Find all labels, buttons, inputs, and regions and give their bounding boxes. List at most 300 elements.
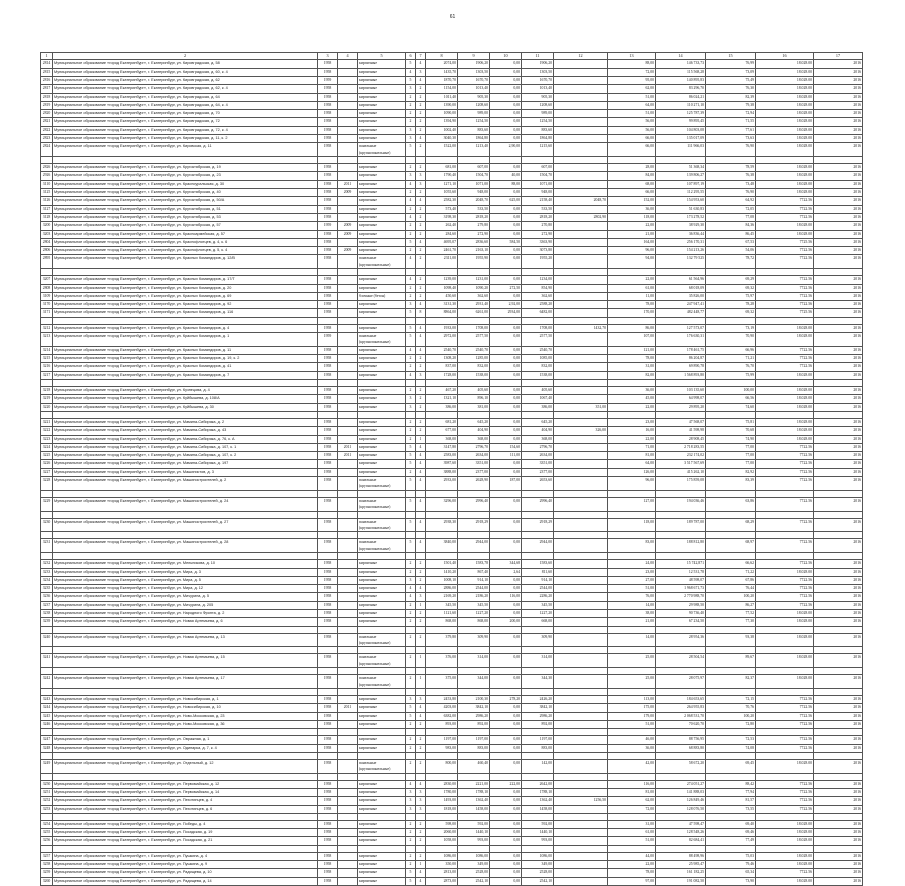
table-cell-f: 38,00 <box>608 610 656 618</box>
table-cell <box>406 845 416 852</box>
address-prefix: Муниципальное образование «город Екатеринбург», г. Екатеринбург, ул. <box>54 256 183 261</box>
table-cell-a: 379,80 <box>426 633 458 647</box>
table-cell-d: 883,60 <box>522 126 554 134</box>
table-row <box>41 77 863 85</box>
table-cell-f: 62,00 <box>608 797 656 805</box>
table-cell-year: 1958 <box>318 568 338 576</box>
table-cell-y2 <box>338 877 358 885</box>
table-cell-c: 0,00 <box>490 675 522 689</box>
table-cell-c: 0,00 <box>490 468 522 476</box>
table-cell-h: 70,90 <box>706 333 756 347</box>
table-cell <box>406 752 416 759</box>
table-cell-f: 96,00 <box>608 247 656 255</box>
table-cell-wall: кирпичные <box>358 238 406 246</box>
table-cell-fl: 3 <box>406 805 416 813</box>
table-cell-a: 800,00 <box>426 759 458 773</box>
table-cell-g: 2 068 531,70 <box>656 712 706 720</box>
table-row <box>41 568 863 576</box>
table-row <box>41 427 863 435</box>
table-cell-wall: кирпичные <box>358 247 406 255</box>
table-cell <box>522 269 554 276</box>
table-cell-j: 2016 <box>814 395 863 403</box>
table-cell-fl: 5 <box>406 869 416 877</box>
table-cell-g: 274 051,27 <box>656 780 706 788</box>
table-cell-wall: кирпичные <box>358 60 406 68</box>
table-cell-a: 2933,00 <box>426 477 458 491</box>
table-cell-fl: 2 <box>406 861 416 869</box>
street-name: Новосибирская, д. 10 <box>182 705 221 710</box>
table-cell-year: 1958 <box>318 861 338 869</box>
table-cell <box>41 752 53 759</box>
street-name: Ново-Московская, д. 23 <box>182 713 225 718</box>
table-row <box>41 560 863 568</box>
table-cell-d: 3351,00 <box>522 460 554 468</box>
table-cell-fl: 4 <box>406 346 416 354</box>
table-cell <box>318 626 338 633</box>
table-cell-id: 3224 <box>41 443 53 451</box>
table-cell-fl: 2 <box>406 720 416 728</box>
table-cell-a: 1308,20 <box>426 355 458 363</box>
table-cell-j: 2016 <box>814 172 863 180</box>
table-cell-j: 2016 <box>814 877 863 885</box>
address-cell <box>53 435 318 443</box>
table-cell-d: 2588,20 <box>522 301 554 309</box>
table-cell-d: 1362,40 <box>522 797 554 805</box>
table-cell-j: 2016 <box>814 68 863 76</box>
table-cell-fl: 2 <box>406 633 416 647</box>
address-prefix: Муниципальное образование «город Екатеринбург», г. Екатеринбург, ул. <box>54 277 183 282</box>
table-cell-g: 36 836,44 <box>656 230 706 238</box>
table-cell-en: 2 <box>416 292 426 300</box>
table-cell-j: 2016 <box>814 852 863 860</box>
column-number-6: 6 <box>406 53 416 60</box>
table-cell-d: 3363,90 <box>522 238 554 246</box>
table-cell-c: 625,00 <box>490 197 522 205</box>
address-cell <box>53 460 318 468</box>
table-cell-id: 2823 <box>41 135 53 143</box>
table-cell-e <box>554 60 608 68</box>
table-cell-c: 0,00 <box>490 276 522 284</box>
table-cell <box>338 269 358 276</box>
table-cell-d: 345,50 <box>522 601 554 609</box>
address-cell <box>53 135 318 143</box>
table-cell-b: 2377,00 <box>458 468 490 476</box>
table-cell-en: 2 <box>416 276 426 284</box>
table-cell <box>358 411 406 418</box>
table-cell-f: 86,00 <box>608 324 656 332</box>
table-cell-h: 69,46 <box>706 829 756 837</box>
table-cell-i: 18.028.00 <box>756 77 814 85</box>
table-cell-en: 2 <box>416 213 426 221</box>
table-cell-b: 1213,40 <box>458 143 490 157</box>
table-cell-wall: кирпичные <box>358 93 406 101</box>
table-cell-i: 7722.56 <box>756 276 814 284</box>
table-cell-f: 22,00 <box>608 276 656 284</box>
table-cell-g: 139 806,27 <box>656 172 706 180</box>
table-cell-g: 61 564,96 <box>656 276 706 284</box>
table-cell-y2 <box>338 712 358 720</box>
address-prefix: Муниципальное образование «город Екатеринбург», г. Екатеринбург, ул. <box>54 586 183 591</box>
table-cell-b: 1303,50 <box>458 68 490 76</box>
table-cell <box>656 689 706 696</box>
table-cell-j: 2016 <box>814 861 863 869</box>
table-cell-f: 51,00 <box>608 837 656 845</box>
table-cell-f: 31,00 <box>608 363 656 371</box>
column-number-row <box>41 53 863 60</box>
table-cell-id: 3233 <box>41 568 53 576</box>
table-spacer-row <box>41 532 863 539</box>
table-cell-g: 135 017,09 <box>656 135 706 143</box>
table-cell-id: 3229 <box>41 497 53 511</box>
table-cell <box>53 553 318 560</box>
table-cell <box>318 729 338 736</box>
table-cell-e <box>554 720 608 728</box>
table-cell <box>406 511 416 518</box>
table-cell-h: 72,80 <box>706 720 756 728</box>
table-cell-id: 2808 <box>41 284 53 292</box>
table-cell-h: 72,05 <box>706 205 756 213</box>
table-cell-a: 837,00 <box>426 363 458 371</box>
table-cell-e <box>554 395 608 403</box>
table-cell-fl: 2 <box>406 601 416 609</box>
street-name: Куйбышева, д. 30 <box>182 404 214 409</box>
table-cell-year: 1958 <box>318 837 338 845</box>
table-cell <box>406 773 416 780</box>
table-cell <box>706 773 756 780</box>
address-prefix: Муниципальное образование «город Екатеринбург», г. Екатеринбург, ул. <box>54 78 183 82</box>
table-cell-wall: блочные (бетон) <box>358 292 406 300</box>
table-cell-e <box>554 355 608 363</box>
street-name: Красных Командиров, д. 20 <box>182 285 232 290</box>
table-cell <box>53 845 318 852</box>
table-cell-j: 2016 <box>814 593 863 601</box>
table-cell-y2 <box>338 164 358 172</box>
table-cell-y2 <box>338 539 358 553</box>
table-row <box>41 633 863 647</box>
table-cell-j: 2016 <box>814 387 863 395</box>
table-cell-a: 284,60 <box>426 230 458 238</box>
table-cell-e <box>554 805 608 813</box>
table-cell-en: 2 <box>416 387 426 395</box>
address-prefix: Муниципальное образование «город Екатеринбург», г. Екатеринбург, ул. <box>54 61 183 66</box>
table-cell-f: 81,00 <box>608 788 656 796</box>
table-cell-d: 2528,00 <box>522 869 554 877</box>
table-cell-fl: 5 <box>406 477 416 491</box>
table-cell <box>522 380 554 387</box>
column-number-13: 13 <box>608 53 656 60</box>
table-cell-h: 77,30 <box>706 618 756 626</box>
street-name: Кругоктябрская, д. 51 <box>182 206 221 211</box>
table-cell-id: 2804 <box>41 238 53 246</box>
table-cell <box>554 269 608 276</box>
table-cell-fl: 5 <box>406 333 416 347</box>
table-cell-c: 0,00 <box>490 759 522 773</box>
table-cell-wall: кирпичные <box>358 443 406 451</box>
table-cell-wall: кирпичные <box>358 118 406 126</box>
table-cell-wall: кирпичные <box>358 355 406 363</box>
table-cell-en: 2 <box>416 720 426 728</box>
table-cell <box>53 647 318 654</box>
table-cell-id: 3236 <box>41 593 53 601</box>
table-cell-e <box>554 77 608 85</box>
table-cell-year: 1958 <box>318 230 338 238</box>
table-cell-i: 7722.56 <box>756 255 814 269</box>
table-cell-a: 2060,00 <box>426 829 458 837</box>
table-cell-a: 262,40 <box>426 222 458 230</box>
table-row <box>41 788 863 796</box>
table-cell-year: 1958 <box>318 255 338 269</box>
table-cell-en: 2 <box>416 363 426 371</box>
table-cell-j: 2016 <box>814 247 863 255</box>
table-cell-f: 14,00 <box>608 633 656 647</box>
table-cell-h: 74,90 <box>706 435 756 443</box>
street-name: Мамина-Сибиряка, д. 43 <box>182 428 227 433</box>
table-cell-a: 1239,00 <box>426 276 458 284</box>
table-cell-i: 18.028.00 <box>756 189 814 197</box>
table-cell-e <box>554 560 608 568</box>
table-cell <box>608 668 656 675</box>
table-cell-b: 1231,00 <box>458 276 490 284</box>
table-cell-year: 1959 <box>318 222 338 230</box>
table-cell <box>416 689 426 696</box>
table-cell-d: 2540,70 <box>522 346 554 354</box>
table-cell-e <box>554 363 608 371</box>
table-cell <box>358 668 406 675</box>
table-cell-j: 2016 <box>814 539 863 553</box>
address-prefix: Муниципальное образование «город Екатеринбург», г. Екатеринбург, ул. <box>54 519 183 524</box>
table-cell-c: 116,00 <box>490 593 522 601</box>
table-cell-fl: 5 <box>406 452 416 460</box>
table-cell-h: 67,86 <box>706 576 756 584</box>
table-cell-a: 1728,00 <box>426 371 458 379</box>
table-cell <box>41 411 53 418</box>
table-cell-g: 88 498,96 <box>656 852 706 860</box>
table-cell-g: 64 998,07 <box>656 395 706 403</box>
table-cell-y2 <box>338 77 358 85</box>
table-cell-fl: 2 <box>406 205 416 213</box>
table-cell <box>656 380 706 387</box>
table-cell-e <box>554 780 608 788</box>
table-cell-en: 2 <box>416 284 426 292</box>
table-cell-b: 2577,50 <box>458 333 490 347</box>
table-cell-d: 362,60 <box>522 292 554 300</box>
table-cell-g: 58 672,20 <box>656 759 706 773</box>
table-cell-e <box>554 68 608 76</box>
table-cell-j: 2016 <box>814 443 863 451</box>
table-cell-i: 18.028.00 <box>756 230 814 238</box>
table-row <box>41 654 863 668</box>
table-cell-y2: 2009 <box>338 189 358 197</box>
table-cell-f: 72,00 <box>608 805 656 813</box>
table-cell-c: 0,00 <box>490 877 522 885</box>
table-cell-a: 1870,70 <box>426 77 458 85</box>
table-cell-e <box>554 568 608 576</box>
table-cell-wall: кирпичные <box>358 788 406 796</box>
table-cell-f: 82,00 <box>608 371 656 379</box>
table-cell <box>706 729 756 736</box>
table-cell-d: 344,30 <box>522 675 554 689</box>
column-number-4: 4 <box>338 53 358 60</box>
table-cell-y2 <box>338 744 358 752</box>
address-cell <box>53 255 318 269</box>
table-row <box>41 255 863 269</box>
table-cell-year: 1958 <box>318 435 338 443</box>
address-cell <box>53 618 318 626</box>
address-cell <box>53 301 318 309</box>
table-cell-wall: кирпичные <box>358 346 406 354</box>
table-cell-i: 18.028.00 <box>756 110 814 118</box>
table-cell-fl: 5 <box>406 60 416 68</box>
street-name: Мичурина, д. 205 <box>182 602 214 607</box>
table-cell-y2 <box>338 355 358 363</box>
table-cell <box>426 157 458 164</box>
table-cell-i: 7722.56 <box>756 247 814 255</box>
address-cell <box>53 780 318 788</box>
table-cell <box>522 752 554 759</box>
table-cell <box>814 317 863 324</box>
table-cell <box>338 773 358 780</box>
table-cell-i: 18.028.00 <box>756 143 814 157</box>
table-spacer-row <box>41 269 863 276</box>
table-cell <box>338 813 358 820</box>
address-prefix: Муниципальное образование «город Екатеринбург», г. Екатеринбург, ул. <box>54 577 183 582</box>
address-cell <box>53 395 318 403</box>
table-row <box>41 363 863 371</box>
table-cell-en: 4 <box>416 468 426 476</box>
table-cell-f: 84,00 <box>608 172 656 180</box>
table-cell-en: 2 <box>416 618 426 626</box>
table-cell-b: 405,60 <box>458 387 490 395</box>
address-cell <box>53 610 318 618</box>
table-cell-en: 4 <box>416 585 426 593</box>
table-cell-c: 0,00 <box>490 539 522 553</box>
address-cell <box>53 539 318 553</box>
table-cell <box>522 511 554 518</box>
table-cell-j: 2016 <box>814 85 863 93</box>
table-cell-f: 36,00 <box>608 387 656 395</box>
table-cell-id: 2814 <box>41 60 53 68</box>
table-cell-c: 0,00 <box>490 363 522 371</box>
table-cell <box>814 729 863 736</box>
address-prefix: Муниципальное образование «город Екатеринбург», г. Екатеринбург, ул. <box>54 806 183 811</box>
table-cell-h: 77,94 <box>706 788 756 796</box>
street-name: Отдельный, д. 12 <box>182 760 214 765</box>
table-cell-f: 36,00 <box>608 744 656 752</box>
table-cell-id: 2818 <box>41 93 53 101</box>
table-cell-fl: 5 <box>406 877 416 885</box>
table-row <box>41 101 863 109</box>
table-cell-id: 2926 <box>41 172 53 180</box>
table-cell-h: 89,67 <box>706 654 756 668</box>
table-cell-e <box>554 387 608 395</box>
table-cell-year: 1958 <box>318 213 338 221</box>
table-cell-c: 0,00 <box>490 654 522 668</box>
table-cell-en: 2 <box>416 255 426 269</box>
table-cell-wall: кирпичные <box>358 601 406 609</box>
table-cell-fl: 3 <box>406 696 416 704</box>
table-cell-j: 2016 <box>814 654 863 668</box>
address-prefix: Муниципальное образование «город Екатеринбург», г. Екатеринбург, ул. <box>54 428 183 433</box>
table-cell <box>814 411 863 418</box>
table-cell-h: 73,09 <box>706 68 756 76</box>
address-cell <box>53 720 318 728</box>
table-cell-j: 2016 <box>814 333 863 347</box>
table-cell-id: 2819 <box>41 101 53 109</box>
table-cell-h: 71,21 <box>706 355 756 363</box>
table-cell <box>318 689 338 696</box>
address-prefix: Муниципальное образование «город Екатеринбург», г. Екатеринбург, ул. <box>54 214 183 219</box>
table-cell-g: 161 182,25 <box>656 869 706 877</box>
street-name: Мира, д. 12 <box>182 586 204 591</box>
table-cell-g: 70 620,70 <box>656 720 706 728</box>
table-cell-y2 <box>338 780 358 788</box>
table-cell-i: 18.028.00 <box>756 427 814 435</box>
table-cell-year: 1958 <box>318 118 338 126</box>
table-cell-h: 81,57 <box>706 797 756 805</box>
table-cell-f: 27,00 <box>608 576 656 584</box>
table-cell-i: 18.028.00 <box>756 395 814 403</box>
table-cell-b: 905,30 <box>458 93 490 101</box>
table-cell-y2 <box>338 333 358 347</box>
table-cell <box>706 490 756 497</box>
table-cell-b: 3842,10 <box>458 704 490 712</box>
table-cell-year: 1958 <box>318 135 338 143</box>
table-cell-fl: 2 <box>406 355 416 363</box>
table-cell-a: 1154,00 <box>426 85 458 93</box>
table-cell <box>608 380 656 387</box>
table-cell <box>756 647 814 654</box>
table-cell-y2 <box>338 576 358 584</box>
street-name: Кировградская, д. 70 <box>182 111 220 116</box>
table-cell <box>426 773 458 780</box>
table-cell-id: 3248 <box>41 744 53 752</box>
table-cell-h: 72,94 <box>706 110 756 118</box>
table-cell-g: 69 890,78 <box>656 363 706 371</box>
table-cell-id: 3246 <box>41 720 53 728</box>
street-name: Пехотинцев, д. 4 <box>182 798 213 803</box>
table-cell <box>53 773 318 780</box>
table-cell-fl: 2 <box>406 387 416 395</box>
table-cell-a: 3840,00 <box>426 539 458 553</box>
table-cell-wall: кирпичные <box>358 618 406 626</box>
address-prefix: Муниципальное образование «город Екатеринбург», г. Екатеринбург, ул. <box>54 310 183 315</box>
table-cell-a: 3198,30 <box>426 213 458 221</box>
table-cell-e: 1432,70 <box>554 324 608 332</box>
table-cell <box>756 411 814 418</box>
table-cell-a: 1055,60 <box>426 189 458 197</box>
table-cell-i: 18.028.00 <box>756 172 814 180</box>
table-cell-h: 78,72 <box>706 255 756 269</box>
table-cell-g: 15 742,871 <box>656 560 706 568</box>
table-cell-f: 83,00 <box>608 539 656 553</box>
table-cell-id: 3109 <box>41 292 53 300</box>
table-cell <box>756 752 814 759</box>
table-cell-year: 1958 <box>318 247 338 255</box>
street-name: Мира, д. 5 <box>182 577 201 582</box>
table-cell-i: 18.028.00 <box>756 403 814 411</box>
table-cell-e <box>554 143 608 157</box>
table-cell <box>53 317 318 324</box>
table-row <box>41 60 863 68</box>
table-cell-b: 2996,40 <box>458 497 490 511</box>
table-cell-e <box>554 593 608 601</box>
table-cell-fl: 2 <box>406 435 416 443</box>
table-cell-i: 7722.56 <box>756 539 814 553</box>
street-name: Красных Командиров, д. 11 <box>182 347 232 352</box>
table-cell-a: 2830,00 <box>426 780 458 788</box>
table-cell-f: 61,00 <box>608 284 656 292</box>
table-row <box>41 829 863 837</box>
